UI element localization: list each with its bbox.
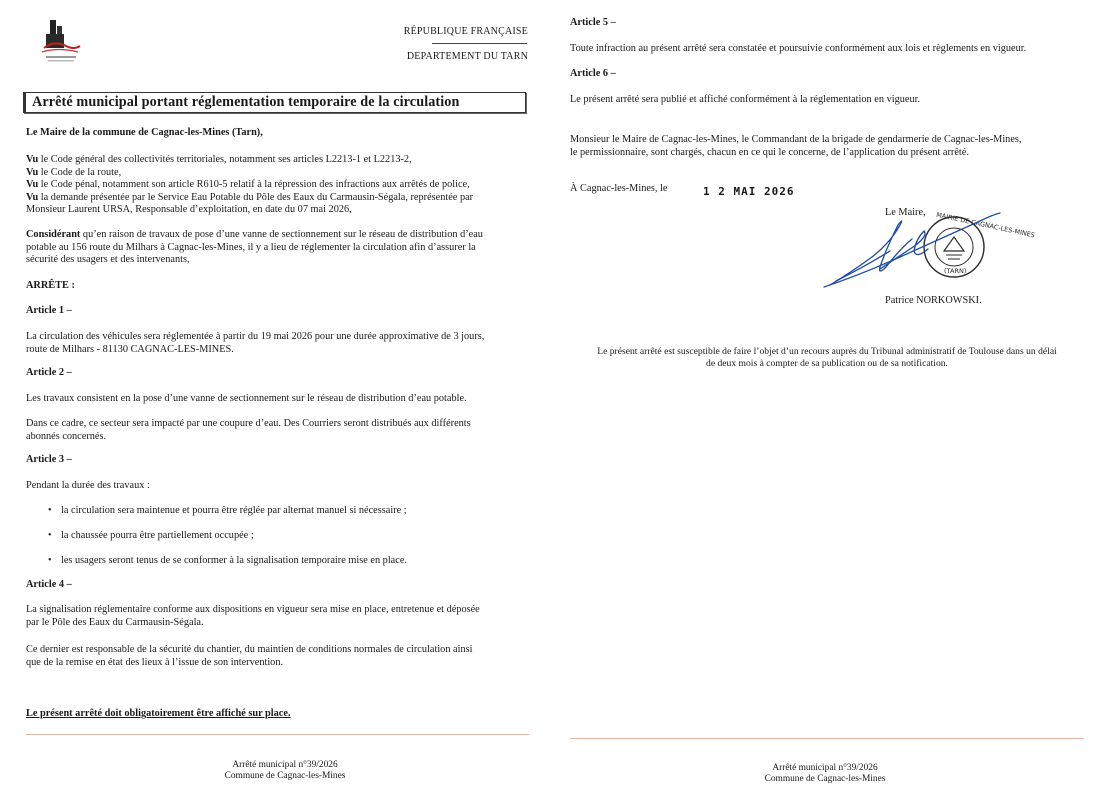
- article-4-title: Article 4 –: [26, 579, 72, 590]
- signature-place: À Cagnac-les-Mines, le: [570, 183, 668, 194]
- town-logo: [40, 16, 82, 66]
- footer-decree-number: Arrêté municipal n°39/2026: [232, 760, 338, 770]
- signatory-name: Patrice NORKOWSKI.: [885, 295, 982, 306]
- footer-rule: [26, 734, 529, 735]
- considerant-paragraph: Considérant qu’en raison de travaux de pose d’une vanne de sectionnement sur le réseau de distribution d’eau potable au 156 route du Milhars à Cagnac-les-Mines, il y a lieu de réglementer la circulation afin d’assurer la sécurité des usagers et des intervenants,: [26, 229, 483, 265]
- mayor-line: Le Maire de la commune de Cagnac-les-Mines (Tarn),: [26, 127, 263, 138]
- appeal-notice: Le présent arrêté est susceptible de faire l’objet d’un recours auprès du Tribunal administratif de Toulouse dans un délai de deux mois à compter de sa publication ou de sa notification.: [597, 346, 1057, 369]
- article-3-bullets: [26, 505, 536, 580]
- header-department: DEPARTEMENT DU TARN: [406, 51, 528, 62]
- article-5-text: Toute infraction au présent arrêté sera constatée et poursuivie conformément aux lois et règlements en vigueur.: [570, 43, 1027, 54]
- date-stamp: 1 2 MAI 2026: [703, 185, 795, 198]
- document-title-box: [23, 92, 526, 113]
- handwritten-signature: [824, 213, 1000, 287]
- signature-title: Le Maire,: [885, 207, 926, 218]
- seal-text: MAIRIE DE CAGNAC-LES-MINES: [935, 210, 1036, 240]
- article-6-text: Le présent arrêté sera publié et affiché conformément à la réglementation en vigueur.: [570, 94, 921, 105]
- arrete-heading: ARRÊTE :: [26, 280, 75, 291]
- vu-line: Monsieur Laurent URSA, Responsable d’exploitation, en date du 07 mai 2026,: [26, 204, 352, 215]
- header-divider: [432, 43, 527, 44]
- article-3-intro: Pendant la durée des travaux :: [26, 480, 150, 491]
- list-item: • les usagers seront tenus de se conformer à la signalisation temporaire mise en place.: [26, 555, 536, 580]
- article-4-p1: La signalisation réglementaire conforme aux dispositions en vigueur sera mise en place, entretenue et déposée par le Pôle des Eaux du Carmausin-Ségala.: [26, 604, 480, 628]
- document-title: Arrêté municipal portant réglementation temporaire de la circulation: [32, 94, 460, 111]
- article-2-p1: Les travaux consistent en la pose d’une vanne de sectionnement sur le réseau de distribution d’eau potable.: [26, 393, 467, 404]
- signature-and-seal: [820, 205, 1036, 295]
- vu-list: [26, 154, 536, 217]
- vu-line: Vu le Code de la route,: [26, 166, 122, 178]
- posting-notice: Le présent arrêté doit obligatoirement être affiché sur place.: [26, 708, 291, 719]
- article-1-text: La circulation des véhicules sera réglementée à partir du 19 mai 2026 pour une durée approximative de 3 jours, route de Milhars - 81130 CAGNAC-LES-MINES.: [26, 331, 485, 355]
- footer-commune: Commune de Cagnac-les-Mines: [224, 771, 346, 781]
- article-3-title: Article 3 –: [26, 454, 72, 465]
- list-item: • la circulation sera maintenue et pourra être réglée par alternat manuel si nécessaire ;: [26, 505, 536, 530]
- article-2-title: Article 2 –: [26, 367, 72, 378]
- article-6-title: Article 6 –: [570, 68, 616, 79]
- footer-commune: Commune de Cagnac-les-Mines: [764, 774, 886, 784]
- vu-line: Vu la demande présentée par le Service Eau Potable du Pôle des Eaux du Carmausin-Ségala, représentée par: [26, 191, 474, 203]
- footer-decree-number: Arrêté municipal n°39/2026: [772, 763, 878, 773]
- vu-line: Vu le Code pénal, notamment son article R610-5 relatif à la répression des infractions aux arrêtés de police,: [26, 179, 470, 190]
- list-item: • la chaussée pourra être partiellement occupée ;: [26, 530, 536, 555]
- article-1-title: Article 1 –: [26, 305, 72, 316]
- article-4-p2: Ce dernier est responsable de la sécurité du chantier, du maintien de conditions normales de circulation ainsi que de la remise en état des lieux à l’issue de son intervention.: [26, 644, 473, 668]
- article-2-p2: Dans ce cadre, ce secteur sera impacté par une coupure d’eau. Des Courriers seront distribués aux différents abonnés concernés.: [26, 418, 471, 442]
- footer-right: [710, 763, 940, 785]
- footer-left: [170, 760, 400, 782]
- header-republic: RÉPUBLIQUE FRANÇAISE: [403, 26, 528, 37]
- vu-line: Vu le Code général des collectivités territoriales, notamment ses articles L2213-1 et L2213-2,: [26, 154, 412, 165]
- article-5-title: Article 5 –: [570, 17, 616, 28]
- seal-bottom-text: (TARN): [944, 267, 967, 275]
- execution-paragraph: Monsieur le Maire de Cagnac-les-Mines, le Commandant de la brigade de gendarmerie de Cagnac-les-Mines, le permissionnaire, sont chargés, chacun en ce qui le concerne, de l’application du présent arrêté.: [570, 134, 1022, 158]
- page-right: [550, 0, 1097, 796]
- footer-rule: [570, 738, 1084, 739]
